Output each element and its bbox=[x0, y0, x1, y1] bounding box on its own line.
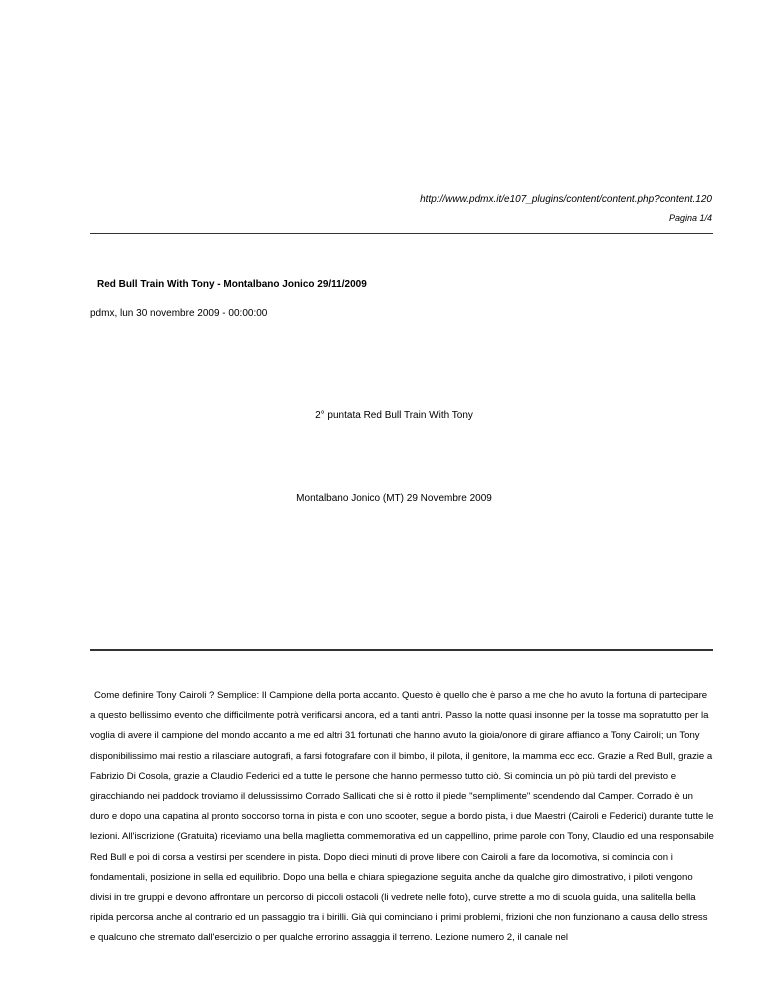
header-divider bbox=[90, 233, 713, 234]
article-meta: pdmx, lun 30 novembre 2009 - 00:00:00 bbox=[90, 308, 268, 319]
source-url: http://www.pdmx.it/e107_plugins/content/content.php?content.120 bbox=[420, 194, 712, 205]
article-subtitle: 2° puntata Red Bull Train With Tony bbox=[315, 410, 473, 421]
page-number: Pagina 1/4 bbox=[668, 213, 712, 223]
article-title: Red Bull Train With Tony - Montalbano Jonico 29/11/2009 bbox=[97, 279, 367, 290]
content-divider bbox=[90, 649, 713, 651]
article-body: Come definire Tony Cairoli ? Semplice: Il Campione della porta accanto. Questo è quello che è parso a me che ho avuto la fortuna di partecipare a questo bellissimo evento che difficilmente potrà verificarsi ancora, ed a tanti antri. Passo la notte quasi insonne per la tosse ma sopratutto per la voglia di avere il campione del mondo accanto a me ed altri 31 fortunati che hanno avuto la gioia/onore di girare affianco a Tony Cairoli; un Tony disponibilissimo mai restio a rilasciare autografi, a farsi fotografare con il bimbo, il pilota, il genitore, la mamma ecc ecc. Grazie a Red Bull, grazie a Fabrizio Di Cosola, grazie a Claudio Federici ed a tutte le persone che hanno permesso tutto ciò. Si comincia un pò più tardi del previsto e giracchiando nei paddock troviamo il delussissimo Corrado Sallicati che si è rotto il piede "semplimente" scendendo dal Camper. Corrado è un duro e dopo una capatina al pronto soccorso torna in pista e con uno scooter, segue a bordo pista, i due Maestri (Cairoli e Federici) durante tutte le lezioni. All'iscrizione (Gratuita) riceviamo una bella maglietta commemorativa ed un cappellino, prime parole con Tony, Claudio ed una responsabile Red Bull e poi di corsa a vestirsi per scendere in pista. Dopo dieci minuti di prove libere con Cairoli a fare da locomotiva, si comincia con i fondamentali, posizione in sella ed equilibrio. Dopo una bella e chiara spiegazione seguita anche da qualche giro dimostrativo, i piloti vengono divisi in tre gruppi e devono affrontare un percorso di piccoli ostacoli (li vedrete nelle foto), curve strette a mo di scuola guida, una salitella bella ripida percorsa anche al contrario ed un passaggio tra i birilli. Già qui cominciano i primi problemi, frizioni che non funzionano a causa dello stress e qualcuno che stremato dall'esercizio o per qualche errorino assaggia il terreno. Lezione numero 2, il canale nel bbox=[90, 690, 714, 944]
article-location-date: Montalbano Jonico (MT) 29 Novembre 2009 bbox=[296, 493, 492, 504]
